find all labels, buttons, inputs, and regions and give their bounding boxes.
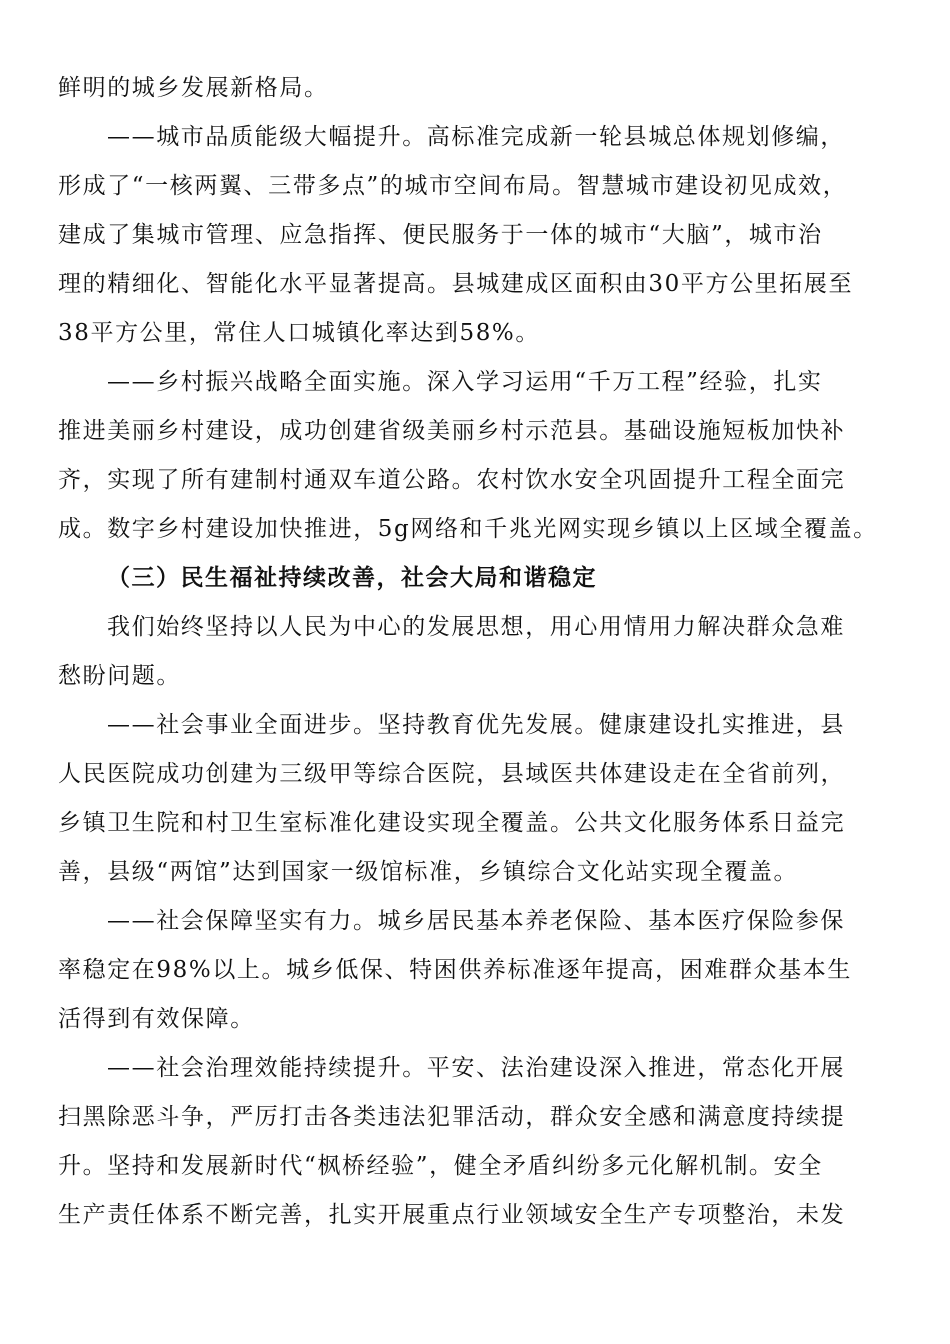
paragraph-line: 鲜明的城乡发展新格局。 (58, 75, 329, 101)
paragraph-line: 建成了集城市管理、应急指挥、便民服务于一体的城市“大脑”，城市治 (58, 222, 823, 248)
paragraph-line: ——社会事业全面进步。坚持教育优先发展。健康建设扎实推进，县 (107, 712, 845, 738)
paragraph-line: ——城市品质能级大幅提升。高标准完成新一轮县城总体规划修编， (107, 124, 845, 150)
paragraph-line: ——社会治理效能持续提升。平安、法治建设深入推进，常态化开展 (107, 1055, 845, 1081)
section-heading: （三）民生福祉持续改善，社会大局和谐稳定 (107, 565, 597, 591)
paragraph-line: 38平方公里，常住人口城镇化率达到58%。 (58, 320, 540, 346)
paragraph-line: 活得到有效保障。 (58, 1006, 255, 1032)
paragraph-line: 率稳定在98%以上。城乡低保、特困供养标准逐年提高，困难群众基本生 (58, 957, 852, 983)
paragraph-line: 理的精细化、智能化水平显著提高。县城建成区面积由30平方公里拓展至 (58, 271, 854, 297)
paragraph-line: 齐，实现了所有建制村通双车道公路。农村饮水安全巩固提升工程全面完 (58, 467, 846, 493)
paragraph-line: 形成了“一核两翼、三带多点”的城市空间布局。智慧城市建设初见成效， (58, 173, 848, 199)
paragraph-line: ——社会保障坚实有力。城乡居民基本养老保险、基本医疗保险参保 (107, 908, 845, 934)
paragraph-line: 升。坚持和发展新时代“枫桥经验”，健全矛盾纠纷多元化解机制。安全 (58, 1153, 823, 1179)
paragraph-line: 善，县级“两馆”达到国家一级馆标准，乡镇综合文化站实现全覆盖。 (58, 859, 799, 885)
paragraph-line: 愁盼问题。 (58, 663, 181, 689)
paragraph-line: 推进美丽乡村建设，成功创建省级美丽乡村示范县。基础设施短板加快补 (58, 418, 846, 444)
paragraph-line: 我们始终坚持以人民为中心的发展思想，用心用情用力解决群众急难 (107, 614, 845, 640)
paragraph-line: 人民医院成功创建为三级甲等综合医院，县域医共体建设走在全省前列， (58, 761, 846, 787)
paragraph-line: 成。数字乡村建设加快推进，5g网络和千兆光网实现乡镇以上区域全覆盖。 (58, 516, 878, 542)
paragraph-line: 乡镇卫生院和村卫生室标准化建设实现全覆盖。公共文化服务体系日益完 (58, 810, 846, 836)
paragraph-line: 扫黑除恶斗争，严厉打击各类违法犯罪活动，群众安全感和满意度持续提 (58, 1104, 846, 1130)
paragraph-line: ——乡村振兴战略全面实施。深入学习运用“千万工程”经验，扎实 (107, 369, 823, 395)
paragraph-line: 生产责任体系不断完善，扎实开展重点行业领域安全生产专项整治，未发 (58, 1202, 846, 1228)
